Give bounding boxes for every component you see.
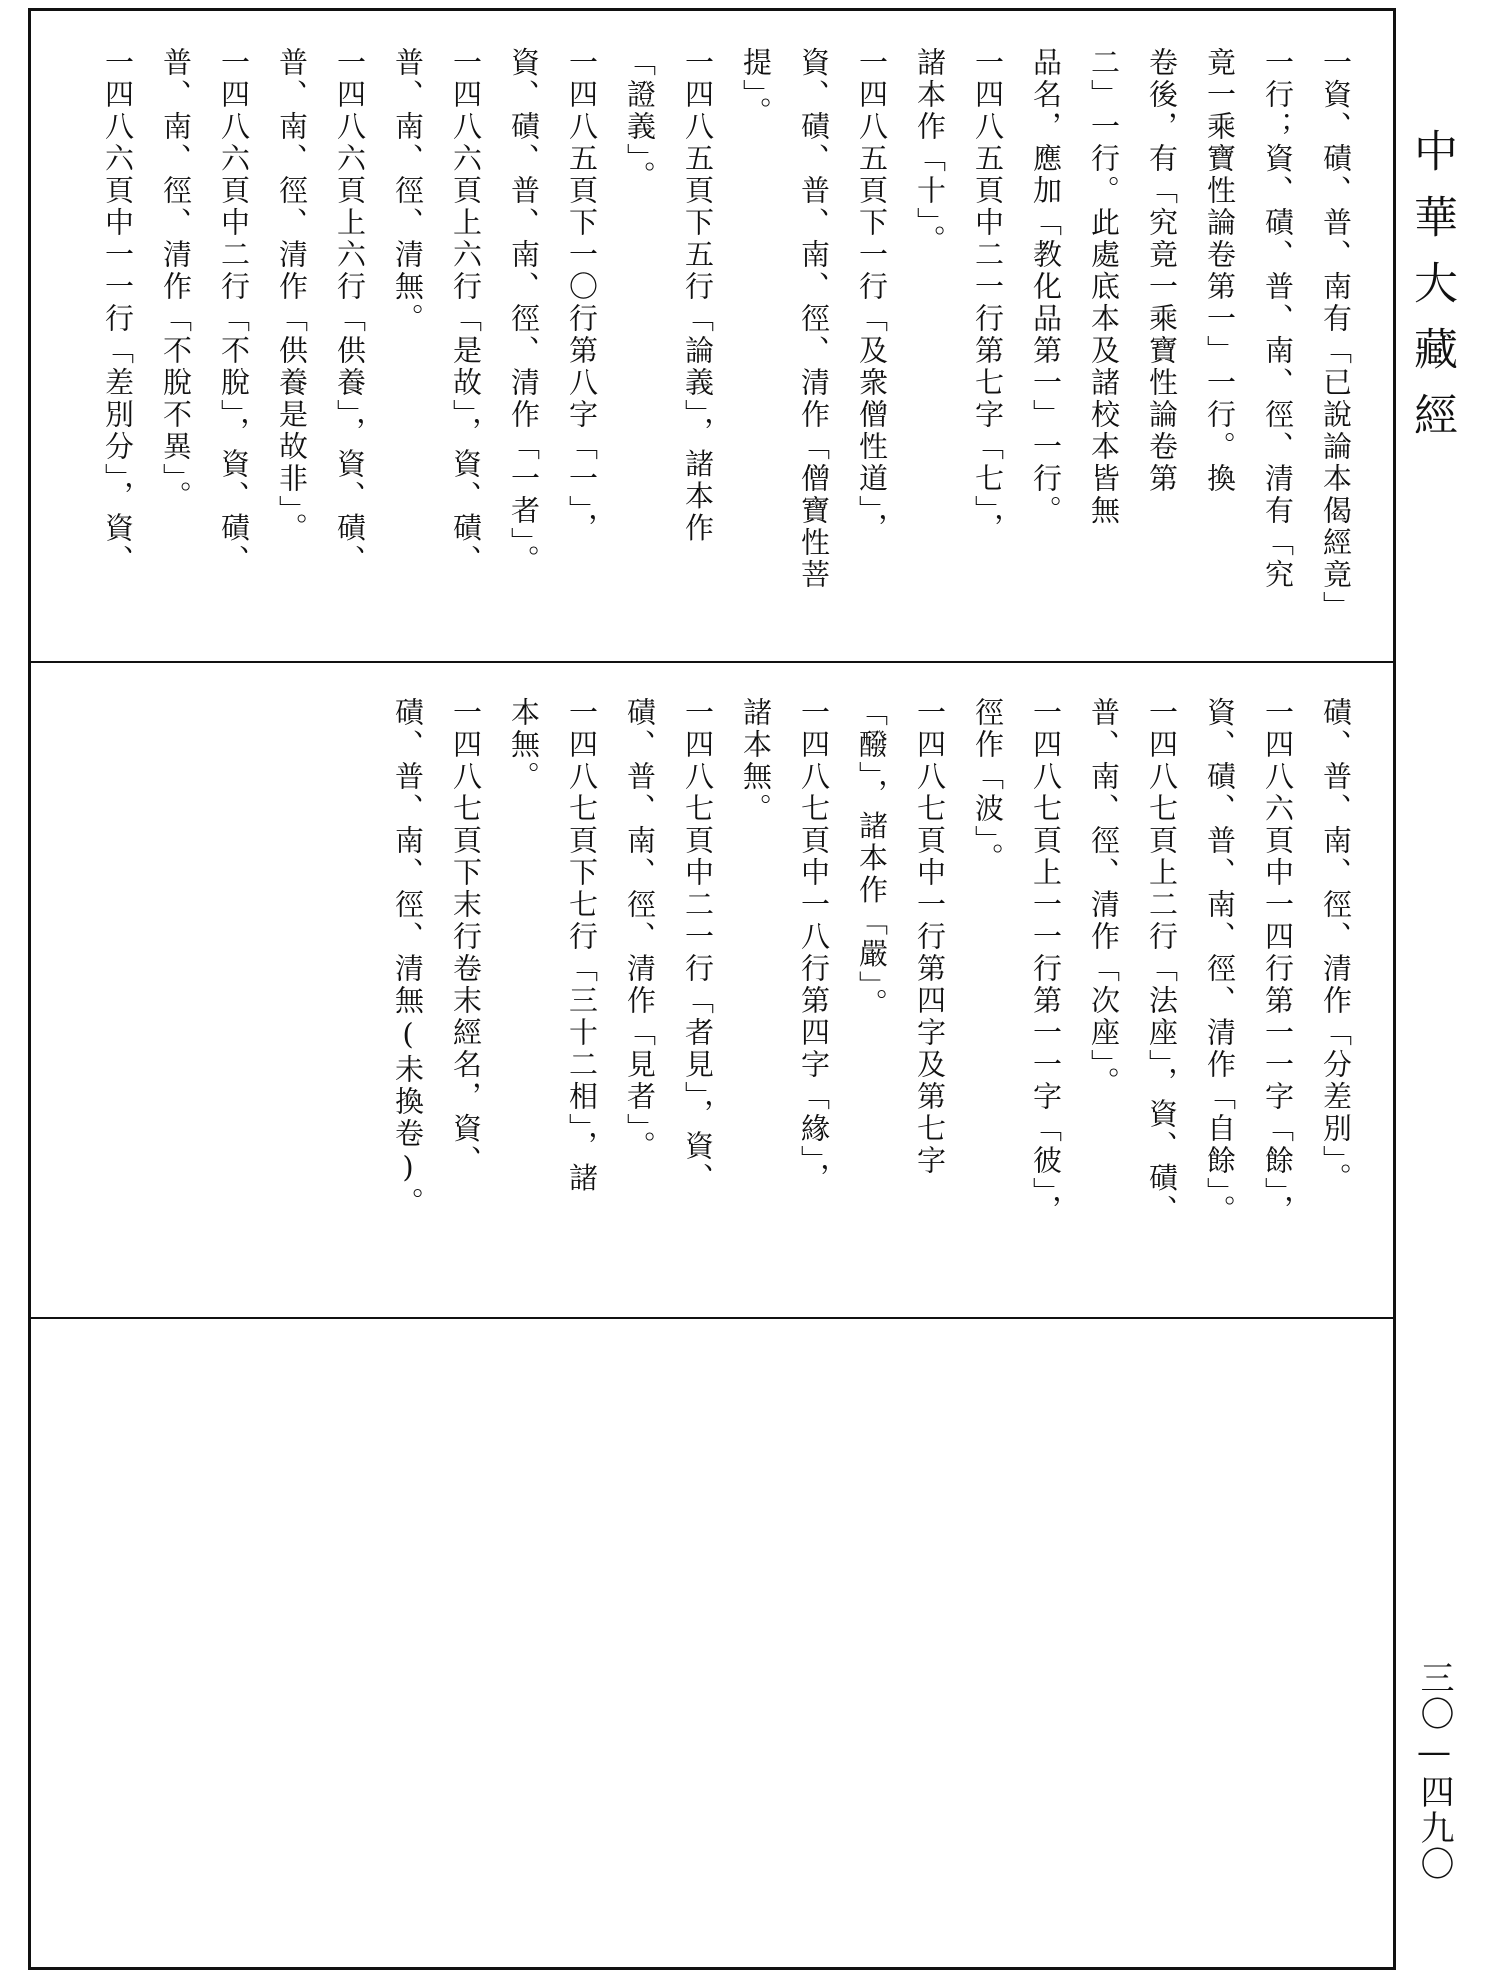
entry-text: 一行；資、磧、普、南、徑、清有「究 xyxy=(1261,47,1295,591)
entry-text: 普、南、徑、清作「供養是故非」。 xyxy=(275,47,309,545)
text-column xyxy=(379,697,437,1297)
text-column xyxy=(553,697,611,1297)
text-column xyxy=(1017,697,1075,1297)
entry-text: 「醱」，諸本作「嚴」。 xyxy=(855,697,889,1020)
text-column xyxy=(379,47,437,647)
text-column xyxy=(321,47,379,647)
entry-text: 品名，應加「教化品第一」一行。 xyxy=(1029,47,1063,527)
entry-marker: 一 xyxy=(449,47,483,79)
entry-text: 徑作「波」。 xyxy=(971,697,1005,875)
text-column xyxy=(785,47,843,647)
page-frame xyxy=(28,8,1396,1970)
entry-text: 普、南、徑、清無。 xyxy=(391,47,425,335)
text-column xyxy=(727,697,785,1297)
text-column xyxy=(263,47,321,647)
entry-text: 磧、普、南、徑、清作「分差別」。 xyxy=(1319,697,1353,1195)
entry-text: 竟一乘寶性論卷第一」一行。換 xyxy=(1203,47,1237,495)
entry-marker: 一 xyxy=(797,697,831,729)
text-column xyxy=(437,697,495,1297)
text-column xyxy=(1307,47,1365,647)
entry-text: 四八六頁中一四行第一一字「餘」， xyxy=(1261,729,1295,1227)
notes-section-middle xyxy=(31,663,1393,1319)
entry-text: 四八六頁中一一行「差別分」，資、 xyxy=(101,79,135,577)
text-column xyxy=(1249,47,1307,647)
entry-text: 二」一行。此處底本及諸校本皆無 xyxy=(1087,47,1121,527)
text-column xyxy=(727,47,785,647)
text-column xyxy=(1075,47,1133,647)
entry-text: 四八五頁下五行「論義」，諸本作 xyxy=(681,79,715,545)
top-columns xyxy=(89,47,1365,647)
entry-marker: 一 xyxy=(1145,697,1179,729)
text-column xyxy=(205,47,263,647)
entry-text: 四八七頁中二一行「者見」，資、 xyxy=(681,729,715,1195)
entry-text: 四八六頁上六行「是故」，資、磧、 xyxy=(449,79,483,577)
entry-text: 普、南、徑、清作「次座」。 xyxy=(1087,697,1121,1099)
text-column xyxy=(1133,697,1191,1297)
text-column xyxy=(959,47,1017,647)
entry-marker: 一 xyxy=(913,697,947,729)
entry-marker: 一 xyxy=(1319,47,1353,79)
entry-marker: 一 xyxy=(217,47,251,79)
text-column xyxy=(785,697,843,1297)
entry-marker: 一 xyxy=(1029,697,1063,729)
text-column xyxy=(611,47,669,647)
entry-text: 本無。 xyxy=(507,697,541,793)
entry-text: 「證義」。 xyxy=(623,47,657,193)
notes-section-bottom-empty xyxy=(31,1319,1393,1967)
entry-text: 普、南、徑、清作「不脫不異」。 xyxy=(159,47,193,513)
entry-text: 四八七頁中一八行第四字「緣」， xyxy=(797,729,831,1195)
entry-text: 資、磧、普、南、徑、清作「一者」。 xyxy=(507,47,541,577)
entry-marker: 一 xyxy=(565,697,599,729)
text-column xyxy=(1249,697,1307,1297)
text-column xyxy=(495,697,553,1297)
text-column xyxy=(1017,47,1075,647)
text-column xyxy=(669,697,727,1297)
entry-text: 提」。 xyxy=(739,47,773,129)
entry-text: 資、磧、普、南有「已說論本偈經竟」 xyxy=(1319,79,1353,623)
entry-text: 四八五頁中二一行第七字「七」， xyxy=(971,79,1005,545)
entry-text: 四八七頁下七行「三十二相」，諸 xyxy=(565,729,599,1195)
entry-marker: 一 xyxy=(565,47,599,79)
text-column xyxy=(843,47,901,647)
text-column xyxy=(843,697,901,1297)
entry-marker: 一 xyxy=(1261,697,1295,729)
entry-text: 四八七頁上二行「法座」，資、磧、 xyxy=(1145,729,1179,1227)
entry-text: 四八七頁上一一行第一一字「彼」， xyxy=(1029,729,1063,1227)
text-column xyxy=(437,47,495,647)
text-column xyxy=(1133,47,1191,647)
text-column xyxy=(495,47,553,647)
entry-text: 四八七頁中一行第四字及第七字 xyxy=(913,729,947,1177)
entry-marker: 一 xyxy=(449,697,483,729)
entry-text: 諸本作「十」。 xyxy=(913,47,947,257)
entry-text: 卷後，有「究竟一乘寶性論卷第 xyxy=(1145,47,1179,495)
entry-text: 四八六頁上六行「供養」，資、磧、 xyxy=(333,79,367,577)
text-column xyxy=(1075,697,1133,1297)
page-number: 三〇—四九〇 xyxy=(1414,1660,1454,1882)
entry-text: 諸本無。 xyxy=(739,697,773,825)
text-column xyxy=(1191,47,1249,647)
text-column xyxy=(669,47,727,647)
entry-marker: 一 xyxy=(101,47,135,79)
text-column xyxy=(89,47,147,647)
entry-text: 資、磧、普、南、徑、清作「僧寶性菩 xyxy=(797,47,831,591)
text-column xyxy=(147,47,205,647)
entry-text: 四八五頁下一〇行第八字「一」， xyxy=(565,79,599,545)
text-column xyxy=(959,697,1017,1297)
entry-text: 四八五頁下一行「及衆僧性道」， xyxy=(855,79,889,545)
entry-marker: 一 xyxy=(681,47,715,79)
text-column xyxy=(901,697,959,1297)
text-column xyxy=(553,47,611,647)
entry-text: 四八六頁中二行「不脫」，資、磧、 xyxy=(217,79,251,577)
entry-text: 磧、普、南、徑、清無(未換卷)。 xyxy=(391,697,425,1219)
collection-title: 中華大藏經 xyxy=(1406,128,1457,458)
entry-marker: 一 xyxy=(971,47,1005,79)
text-column xyxy=(611,697,669,1297)
notes-section-top xyxy=(31,11,1393,663)
text-column xyxy=(901,47,959,647)
entry-text: 磧、普、南、徑、清作「見者」。 xyxy=(623,697,657,1163)
middle-columns xyxy=(379,697,1365,1297)
entry-marker: 一 xyxy=(333,47,367,79)
text-column xyxy=(1191,697,1249,1297)
entry-text: 資、磧、普、南、徑、清作「自餘」。 xyxy=(1203,697,1237,1227)
entry-marker: 一 xyxy=(855,47,889,79)
entry-text: 四八七頁下末行卷末經名，資、 xyxy=(449,729,483,1177)
entry-marker: 一 xyxy=(681,697,715,729)
text-column xyxy=(1307,697,1365,1297)
